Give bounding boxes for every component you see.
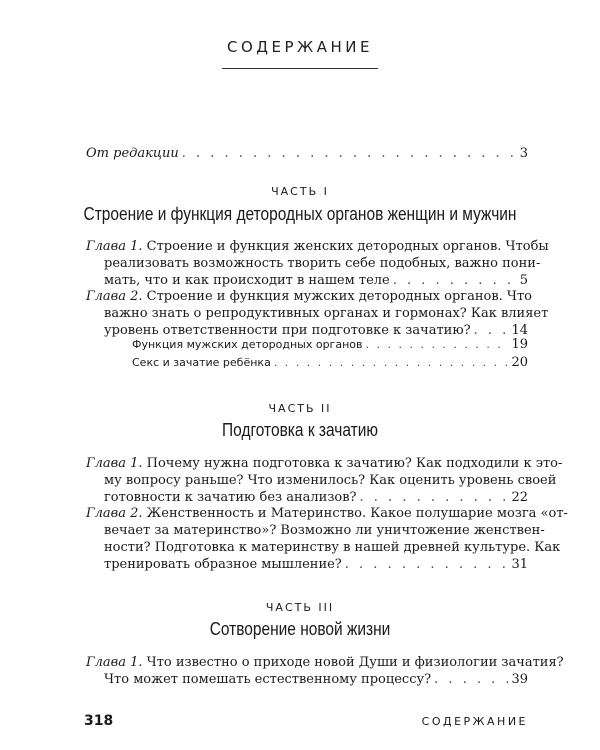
- footer-running-title: СОДЕРЖАНИЕ: [421, 715, 528, 728]
- chapter-line: важно знать о репродуктивных органах и гормонах? Как влияет: [104, 306, 549, 321]
- title-rule: [222, 68, 378, 69]
- chapter-line: реализовать возможность творить себе подобных, важно пони-: [104, 256, 541, 271]
- chapter-line: тренировать образное мышление?: [104, 557, 342, 572]
- chapter-line: Что известно о приходе новой Души и физиологии зачатия?: [146, 655, 564, 670]
- chapter-line: Строение и функция женских детородных органов. Чтобы: [146, 239, 549, 254]
- toc-entry-subsection[interactable]: [132, 355, 528, 371]
- leader-dots: [365, 337, 508, 353]
- chapter-prefix: Глава 1.: [86, 456, 143, 471]
- page-number: 19: [511, 337, 528, 352]
- leader-dots: [345, 556, 509, 573]
- subsection-title: Функция мужских детородных органов: [132, 338, 363, 351]
- toc-entry-chapter[interactable]: [86, 505, 568, 573]
- leader-dots: [393, 272, 517, 289]
- page-number: 22: [511, 490, 528, 505]
- leader-dots: [274, 355, 509, 371]
- toc-entry-subsection[interactable]: [132, 337, 528, 353]
- toc-entry-chapter[interactable]: [86, 238, 549, 289]
- part-label: ЧАСТЬ II: [268, 402, 332, 415]
- toc-entry-chapter[interactable]: [86, 288, 549, 339]
- chapter-line: Что может помешать естественному процессу?: [104, 672, 432, 687]
- chapter-line: Строение и функция мужских детородных органов. Что: [146, 289, 532, 304]
- footer-page-number: 318: [84, 713, 114, 729]
- entry-label: От редакции: [86, 146, 179, 161]
- leader-dots: [182, 145, 517, 162]
- page-number: 5: [519, 273, 528, 288]
- part-title: Строение и функция детородных органов женщин и мужчин: [83, 204, 517, 224]
- page-number: 31: [511, 557, 528, 572]
- chapter-prefix: Глава 1.: [86, 655, 143, 670]
- chapter-line: мать, что и как происходит в нашем теле: [104, 273, 390, 288]
- toc-entry-chapter[interactable]: [86, 654, 564, 688]
- part-label: ЧАСТЬ III: [265, 601, 335, 614]
- chapter-line: ности? Подготовка к материнству в нашей древней культуре. Как: [104, 540, 561, 555]
- page-number: 3: [519, 146, 528, 161]
- chapter-line: Почему нужна подготовка к зачатию? Как подходили к это-: [146, 456, 563, 471]
- leader-dots: [360, 489, 509, 506]
- page-number: 14: [511, 323, 528, 338]
- chapter-line: вечает за материнство»? Возможно ли уничтожение женствен-: [104, 523, 545, 538]
- chapter-prefix: Глава 2.: [86, 289, 143, 304]
- part-title: Сотворение новой жизни: [209, 619, 391, 639]
- part-title: Подготовка к зачатию: [222, 420, 378, 440]
- toc-entry-foreword[interactable]: [86, 145, 528, 162]
- chapter-line: Женственность и Материнство. Какое полушарие мозга «от-: [146, 506, 568, 521]
- page-number: 20: [511, 355, 528, 370]
- page-number: 39: [511, 672, 528, 687]
- page-title: СОДЕРЖАНИЕ: [227, 38, 373, 56]
- subsection-title: Секс и зачатие ребёнка: [132, 356, 271, 369]
- chapter-line: готовности к зачатию без анализов?: [104, 490, 357, 505]
- chapter-prefix: Глава 1.: [86, 239, 143, 254]
- chapter-line: уровень ответственности при подготовке к зачатию?: [104, 323, 471, 338]
- leader-dots: [434, 671, 508, 688]
- toc-entry-chapter[interactable]: [86, 455, 563, 506]
- chapter-line: му вопросу раньше? Что изменилось? Как оценить уровень своей: [104, 473, 557, 488]
- chapter-prefix: Глава 2.: [86, 506, 143, 521]
- part-label: ЧАСТЬ I: [271, 185, 329, 198]
